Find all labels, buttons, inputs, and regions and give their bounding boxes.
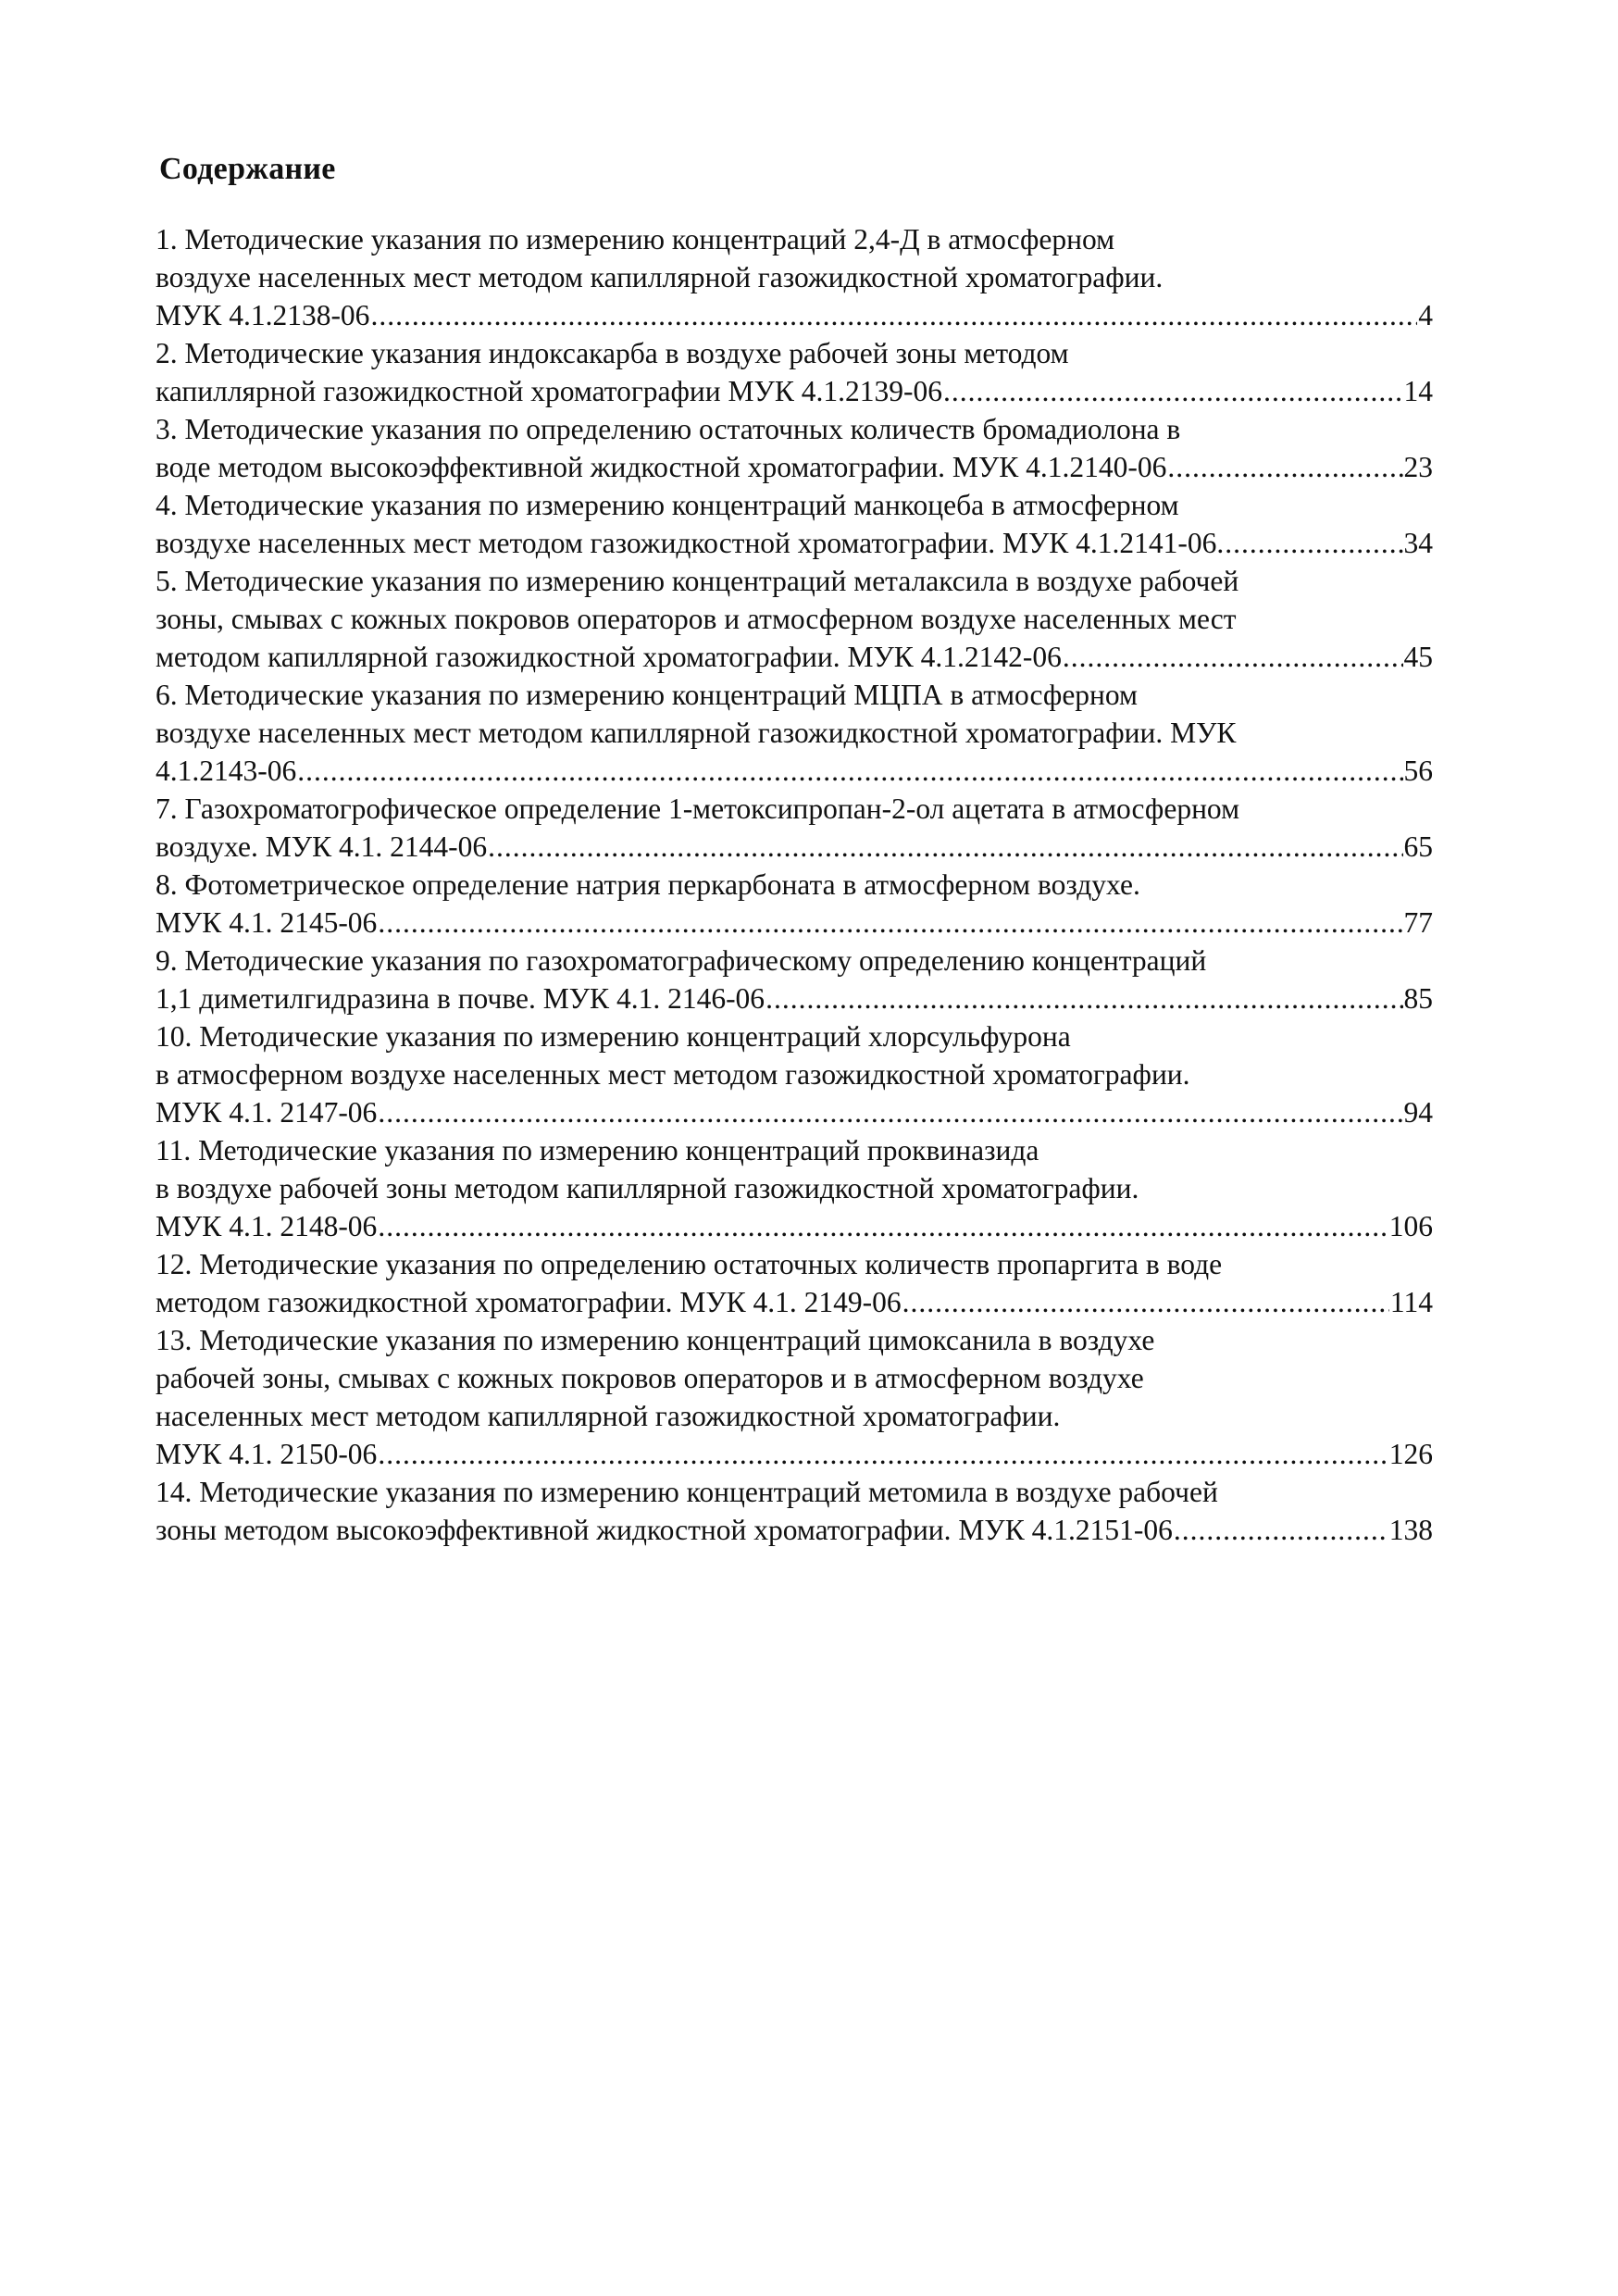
toc-entry-text: зоны, смывах с кожных покровов операторов и атмосферном воздухе населенных мест xyxy=(156,603,1237,635)
page-number: 106 xyxy=(1388,1210,1433,1242)
toc-entry-text: 12. Методические указания по определению остаточных количеств пропаргита в воде xyxy=(156,1248,1223,1280)
toc-entry-line xyxy=(156,258,1433,296)
toc-entry-line xyxy=(156,410,1433,448)
toc-entry-line xyxy=(156,1321,1433,1359)
toc-entry-text: 11. Методические указания по измерению концентраций проквиназида xyxy=(156,1134,1039,1167)
page-number: 34 xyxy=(1403,527,1433,559)
toc-entry-last-line xyxy=(156,980,1433,1017)
toc-entry-line xyxy=(156,866,1433,904)
dot-leader xyxy=(1225,524,1402,562)
dot-leader xyxy=(378,1093,1402,1131)
toc-entry-last-line xyxy=(156,828,1433,866)
toc-entry-last-line xyxy=(156,1511,1433,1549)
page-number: 114 xyxy=(1389,1286,1433,1318)
dot-leader xyxy=(378,904,1402,942)
toc-entry-last-line xyxy=(156,1207,1433,1245)
toc-entry-line xyxy=(156,1017,1433,1055)
toc-entry-text: 6. Методические указания по измерению концентраций МЦПА в атмосферном xyxy=(156,679,1138,711)
toc-entry xyxy=(156,486,1433,562)
toc-entry xyxy=(156,942,1433,1017)
toc-entry-text: 9. Методические указания по газохроматографическому определению концентраций xyxy=(156,944,1207,977)
toc-entry-text: 5. Методические указания по измерению концентраций металаксила в воздухе рабочей xyxy=(156,565,1239,597)
toc-entry xyxy=(156,410,1433,486)
toc-entry-line xyxy=(156,1473,1433,1511)
toc-entry-reference: методом газожидкостной хроматографии. МУК 4.1. 2149-06 xyxy=(156,1286,902,1318)
toc-entry-line xyxy=(156,1359,1433,1397)
toc-entry-line xyxy=(156,714,1433,752)
toc-entry-text: рабочей зоны, смывах с кожных покровов операторов и в атмосферном воздухе xyxy=(156,1362,1144,1394)
dot-leader xyxy=(902,1283,1389,1321)
toc-entry-text: воздухе населенных мест методом капиллярной газожидкостной хроматографии. xyxy=(156,261,1164,293)
toc-entry-reference: воздухе. МУК 4.1. 2144-06 xyxy=(156,830,488,863)
toc-entry-line xyxy=(156,942,1433,980)
toc-entry-text: 8. Фотометрическое определение натрия перкарбоната в атмосферном воздухе. xyxy=(156,868,1140,901)
toc-entry-text: в воздухе рабочей зоны методом капиллярной газожидкостной хроматографии. xyxy=(156,1172,1139,1204)
toc-entry-text: 13. Методические указания по измерению концентраций цимоксанила в воздухе xyxy=(156,1324,1155,1356)
toc-entry xyxy=(156,866,1433,942)
page-number: 23 xyxy=(1403,451,1433,483)
toc-entry-reference: зоны методом высокоэффективной жидкостной хроматографии. МУК 4.1.2151-06 xyxy=(156,1514,1173,1546)
toc-entry-last-line xyxy=(156,372,1433,410)
page-number: 138 xyxy=(1388,1514,1433,1546)
toc-entry-last-line xyxy=(156,752,1433,790)
toc-entry xyxy=(156,790,1433,866)
toc-entry-reference: МУК 4.1. 2150-06 xyxy=(156,1438,378,1470)
toc-entry-last-line xyxy=(156,1283,1433,1321)
toc-entry-text: населенных мест методом капиллярной газожидкостной хроматографии. xyxy=(156,1400,1061,1432)
toc-entry-last-line xyxy=(156,448,1433,486)
table-of-contents xyxy=(156,220,1433,1549)
toc-entry xyxy=(156,1321,1433,1473)
toc-entry-text: 1. Методические указания по измерению концентраций 2,4-Д в атмосферном xyxy=(156,223,1115,256)
toc-entry-line xyxy=(156,1397,1433,1435)
dot-leader xyxy=(370,296,1417,334)
page-number: 126 xyxy=(1388,1438,1433,1470)
toc-entry-last-line xyxy=(156,1435,1433,1473)
toc-entry-reference: 4.1.2143-06 xyxy=(156,755,297,787)
contents-heading: Содержание xyxy=(159,152,336,186)
toc-entry-reference: МУК 4.1. 2145-06 xyxy=(156,906,378,939)
toc-entry-line xyxy=(156,1245,1433,1283)
dot-leader xyxy=(1174,1511,1388,1549)
toc-entry-reference: 1,1 диметилгидразина в почве. МУК 4.1. 2146-06 xyxy=(156,982,765,1015)
dot-leader xyxy=(297,752,1402,790)
toc-entry-line xyxy=(156,486,1433,524)
toc-entry-text: в атмосферном воздухе населенных мест методом газожидкостной хроматографии. xyxy=(156,1058,1190,1091)
dot-leader xyxy=(378,1435,1388,1473)
toc-entry-reference: МУК 4.1. 2148-06 xyxy=(156,1210,378,1242)
dot-leader xyxy=(378,1207,1388,1245)
dot-leader xyxy=(488,828,1402,866)
toc-entry-line xyxy=(156,600,1433,638)
toc-entry xyxy=(156,1473,1433,1549)
toc-entry-last-line xyxy=(156,1093,1433,1131)
toc-entry xyxy=(156,676,1433,790)
toc-entry-line xyxy=(156,220,1433,258)
toc-entry-line xyxy=(156,1055,1433,1093)
toc-entry-last-line xyxy=(156,524,1433,562)
page-number: 45 xyxy=(1403,641,1433,673)
page-number: 85 xyxy=(1403,982,1433,1015)
toc-entry xyxy=(156,1131,1433,1245)
toc-entry-text: 4. Методические указания по измерению концентраций манкоцеба в атмосферном xyxy=(156,489,1179,521)
toc-entry-last-line xyxy=(156,638,1433,676)
toc-entry-text: 3. Методические указания по определению остаточных количеств бромадиолона в xyxy=(156,413,1181,445)
toc-entry xyxy=(156,1017,1433,1131)
toc-entry-reference: воздухе населенных мест методом газожидкостной хроматографии. МУК 4.1.2141-06. xyxy=(156,527,1225,559)
dot-leader xyxy=(765,980,1402,1017)
toc-entry-reference: МУК 4.1. 2147-06 xyxy=(156,1096,378,1129)
toc-entry-line xyxy=(156,676,1433,714)
page-number: 94 xyxy=(1403,1096,1433,1129)
toc-entry-last-line xyxy=(156,904,1433,942)
page-number: 14 xyxy=(1403,375,1433,407)
toc-entry-reference: МУК 4.1.2138-06 xyxy=(156,299,370,331)
toc-entry-reference: капиллярной газожидкостной хроматографии МУК 4.1.2139-06 xyxy=(156,375,942,407)
toc-entry-reference: методом капиллярной газожидкостной хроматографии. МУК 4.1.2142-06 xyxy=(156,641,1062,673)
toc-entry xyxy=(156,220,1433,334)
dot-leader xyxy=(1063,638,1403,676)
toc-entry-text: 14. Методические указания по измерению концентраций метомила в воздухе рабочей xyxy=(156,1476,1218,1508)
toc-entry-line xyxy=(156,1131,1433,1169)
toc-entry-line xyxy=(156,1169,1433,1207)
page-number: 77 xyxy=(1403,906,1433,939)
toc-entry-text: 10. Методические указания по измерению концентраций хлорсульфурона xyxy=(156,1020,1071,1053)
toc-entry xyxy=(156,1245,1433,1321)
toc-entry-last-line xyxy=(156,296,1433,334)
page-number: 65 xyxy=(1403,830,1433,863)
toc-entry xyxy=(156,562,1433,676)
toc-entry-text: 7. Газохроматогрофическое определение 1-метоксипропан-2-ол ацетата в атмосферном xyxy=(156,792,1240,825)
dot-leader xyxy=(943,372,1403,410)
toc-entry-line xyxy=(156,562,1433,600)
toc-entry-text: воздухе населенных мест методом капиллярной газожидкостной хроматографии. МУК xyxy=(156,717,1237,749)
toc-entry-line xyxy=(156,334,1433,372)
page-number: 4 xyxy=(1418,299,1433,331)
dot-leader xyxy=(1167,448,1402,486)
toc-entry-line xyxy=(156,790,1433,828)
page-number: 56 xyxy=(1403,755,1433,787)
toc-entry-reference: воде методом высокоэффективной жидкостной хроматографии. МУК 4.1.2140-06 xyxy=(156,451,1167,483)
toc-entry-text: 2. Методические указания индоксакарба в воздухе рабочей зоны методом xyxy=(156,337,1069,369)
toc-entry xyxy=(156,334,1433,410)
